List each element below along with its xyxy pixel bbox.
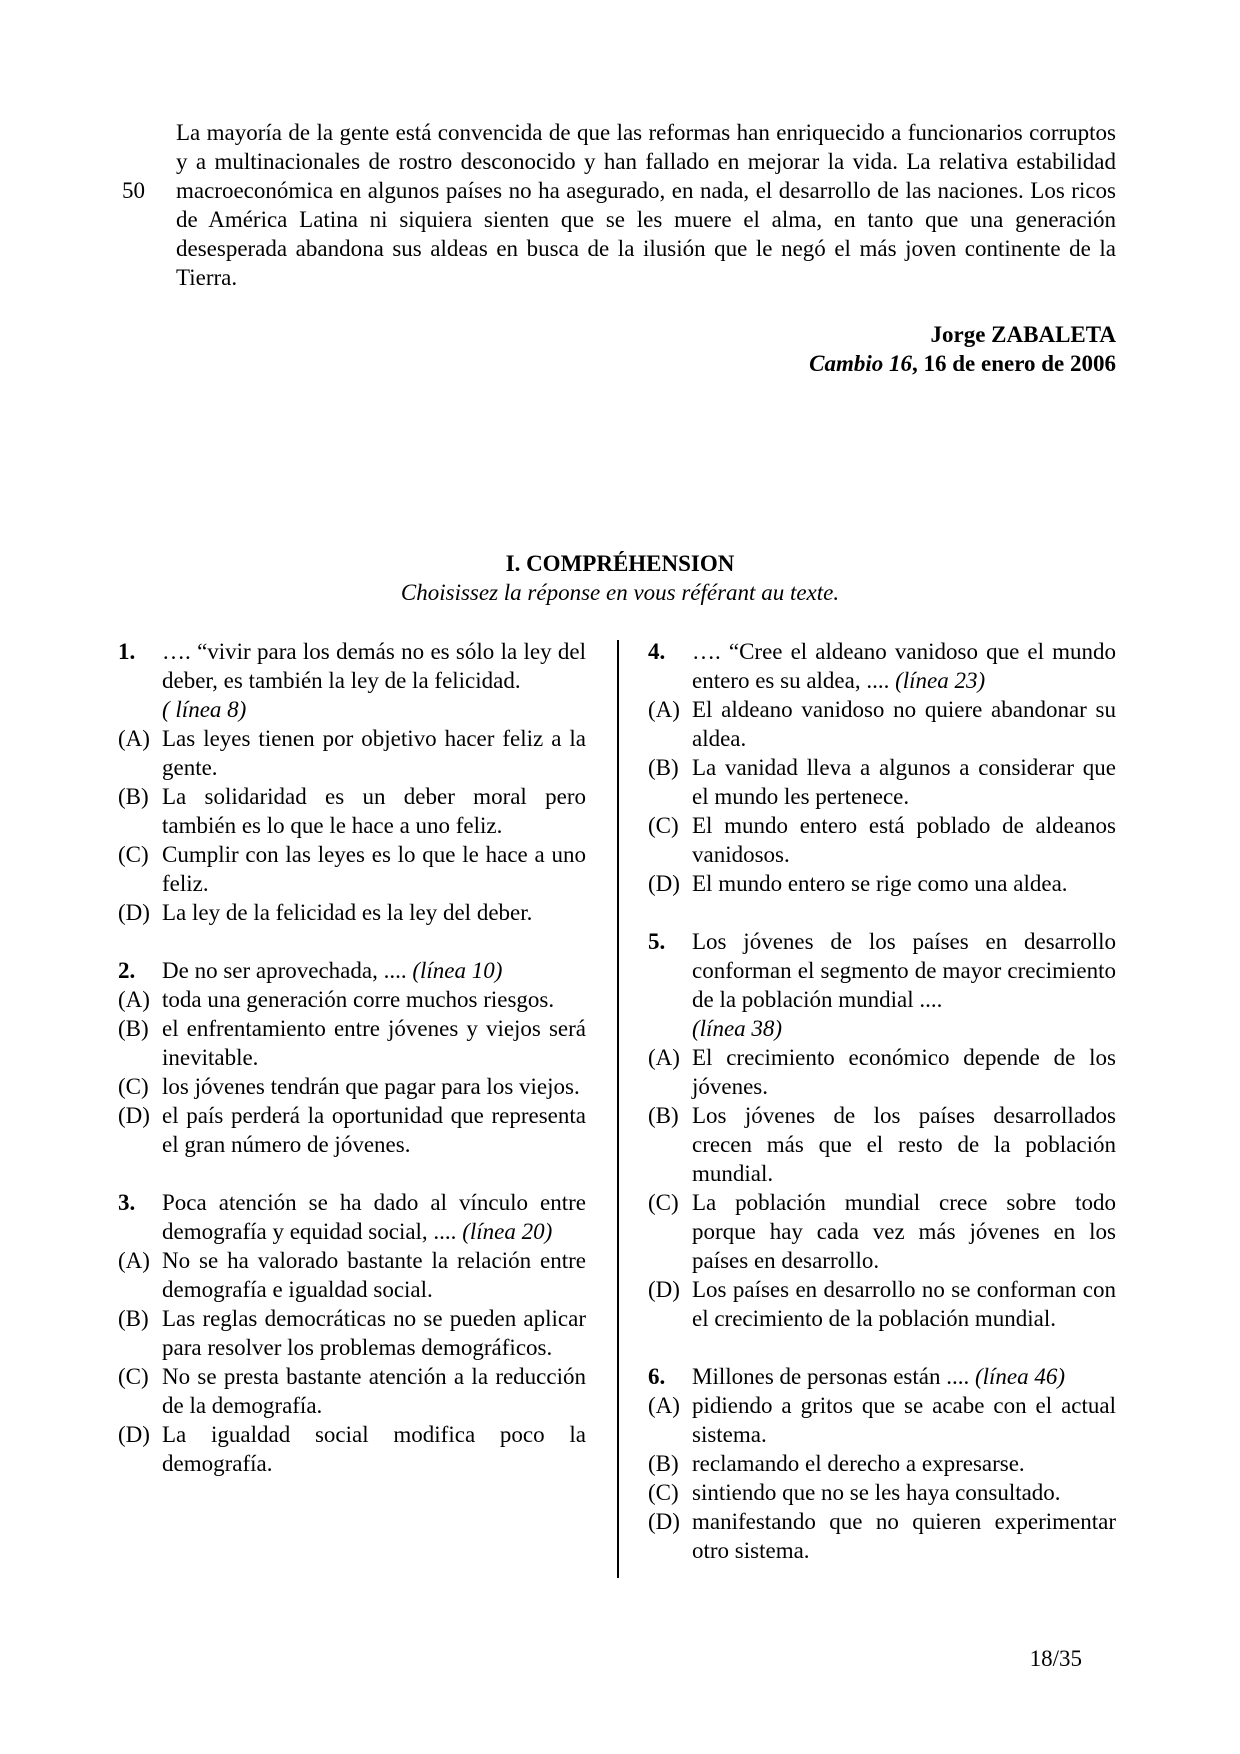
section-title: I. COMPRÉHENSION bbox=[505, 551, 735, 576]
answer-option[interactable] bbox=[118, 1014, 586, 1072]
option-letter: (D) bbox=[118, 1103, 150, 1128]
question-stem: …. “Cree el aldeano vanidoso que el mundo entero es su aldea, .... (línea 23) bbox=[692, 639, 1116, 693]
option-letter: (D) bbox=[648, 1277, 680, 1302]
option-letter: (A) bbox=[648, 1393, 680, 1418]
option-text: Los jóvenes de los países desarrollados crecen más que el resto de la población mundial. bbox=[692, 1103, 1116, 1186]
option-text: el país perderá la oportunidad que representa el gran número de jóvenes. bbox=[162, 1103, 586, 1157]
answer-option[interactable] bbox=[118, 898, 586, 927]
answer-option[interactable] bbox=[118, 1101, 586, 1159]
option-text: pidiendo a gritos que se acabe con el actual sistema. bbox=[692, 1393, 1116, 1447]
option-text: El crecimiento económico depende de los jóvenes. bbox=[692, 1045, 1116, 1099]
option-letter: (C) bbox=[648, 1480, 679, 1505]
option-text: Las leyes tienen por objetivo hacer feliz a la gente. bbox=[162, 726, 586, 780]
questions-column-right bbox=[648, 637, 1116, 1594]
answer-option[interactable] bbox=[648, 695, 1116, 753]
answer-option[interactable] bbox=[118, 782, 586, 840]
question-number: 4. bbox=[648, 639, 666, 664]
question-stem: Millones de personas están .... (línea 46) bbox=[692, 1364, 1066, 1389]
line-reference: (línea 10) bbox=[412, 958, 503, 983]
answer-option[interactable] bbox=[118, 1420, 586, 1478]
question-stem-row bbox=[118, 637, 586, 724]
question-stem-row bbox=[648, 1362, 1116, 1391]
option-text: el enfrentamiento entre jóvenes y viejos será inevitable. bbox=[162, 1016, 586, 1070]
option-text: El mundo entero se rige como una aldea. bbox=[692, 871, 1068, 896]
option-letter: (B) bbox=[118, 1306, 149, 1331]
option-letter: (C) bbox=[118, 1074, 149, 1099]
question-stem-row bbox=[118, 956, 586, 985]
signature bbox=[809, 320, 1116, 378]
question-stem: Los jóvenes de los países en desarrollo conforman el segmento de mayor crecimiento de la población mundial .... (línea 38) bbox=[692, 929, 1116, 1041]
option-text: toda una generación corre muchos riesgos. bbox=[162, 987, 555, 1012]
option-text: reclamando el derecho a expresarse. bbox=[692, 1451, 1025, 1476]
option-text: La vanidad lleva a algunos a considerar que el mundo les pertenece. bbox=[692, 755, 1116, 809]
line-reference: (línea 38) bbox=[692, 1016, 783, 1041]
answer-option[interactable] bbox=[648, 1391, 1116, 1449]
question-stem: De no ser aprovechada, .... (línea 10) bbox=[162, 958, 503, 983]
option-letter: (A) bbox=[118, 987, 150, 1012]
option-letter: (B) bbox=[648, 755, 679, 780]
question-6 bbox=[648, 1362, 1116, 1565]
option-letter: (A) bbox=[118, 726, 150, 751]
option-text: Las reglas democráticas no se pueden aplicar para resolver los problemas demográficos. bbox=[162, 1306, 586, 1360]
answer-option[interactable] bbox=[648, 869, 1116, 898]
answer-option[interactable] bbox=[118, 724, 586, 782]
passage-text: La mayoría de la gente está convencida de que las reformas han enriquecido a funcionarios corruptos y a multinacionales de rostro desconocido y han fallado en mejorar la vida. La relativa estabilidad macroeconómica en algunos países no ha asegurado, en nada, el desarrollo de las naciones. Los ricos de América Latina ni siquiera sienten que se les muere el alma, en tanto que una generación desesperada abandona sus aldeas en busca de la ilusión que le negó el más joven continente de la Tierra. bbox=[176, 120, 1116, 290]
option-letter: (C) bbox=[648, 813, 679, 838]
answer-option[interactable] bbox=[648, 1275, 1116, 1333]
answer-option[interactable] bbox=[648, 1043, 1116, 1101]
answer-option[interactable] bbox=[648, 1478, 1116, 1507]
answer-option[interactable] bbox=[118, 1362, 586, 1420]
option-text: los jóvenes tendrán que pagar para los viejos. bbox=[162, 1074, 580, 1099]
question-1 bbox=[118, 637, 586, 927]
option-text: La solidaridad es un deber moral pero también es lo que le hace a uno feliz. bbox=[162, 784, 586, 838]
section-instructions: Choisissez la réponse en vous référant au texte. bbox=[400, 580, 840, 605]
option-letter: (A) bbox=[648, 1045, 680, 1070]
line-reference: ( línea 8) bbox=[162, 697, 247, 722]
option-letter: (B) bbox=[118, 784, 149, 809]
page-number: 18/35 bbox=[1029, 1646, 1082, 1671]
option-text: Cumplir con las leyes es lo que le hace a uno feliz. bbox=[162, 842, 586, 896]
option-letter: (D) bbox=[118, 1422, 150, 1447]
question-stem-row bbox=[118, 1188, 586, 1246]
answer-option[interactable] bbox=[118, 1072, 586, 1101]
publication-date: , 16 de enero de 2006 bbox=[911, 351, 1116, 376]
option-letter: (B) bbox=[118, 1016, 149, 1041]
option-letter: (C) bbox=[118, 842, 149, 867]
option-text: La ley de la felicidad es la ley del deber. bbox=[162, 900, 533, 925]
question-number: 5. bbox=[648, 929, 666, 954]
option-text: manifestando que no quieren experimentar otro sistema. bbox=[692, 1509, 1116, 1563]
question-stem-row bbox=[648, 637, 1116, 695]
option-letter: (B) bbox=[648, 1451, 679, 1476]
option-letter: (C) bbox=[648, 1190, 679, 1215]
question-stem: Poca atención se ha dado al vínculo entre demografía y equidad social, .... (línea 20) bbox=[162, 1190, 586, 1244]
question-number: 6. bbox=[648, 1364, 666, 1389]
option-text: El aldeano vanidoso no quiere abandonar su aldea. bbox=[692, 697, 1116, 751]
answer-option[interactable] bbox=[118, 1246, 586, 1304]
publication-name: Cambio 16 bbox=[809, 351, 912, 376]
answer-option[interactable] bbox=[648, 1188, 1116, 1275]
answer-option[interactable] bbox=[648, 753, 1116, 811]
answer-option[interactable] bbox=[118, 840, 586, 898]
option-text: Los países en desarrollo no se conforman con el crecimiento de la población mundial. bbox=[692, 1277, 1116, 1331]
question-number: 3. bbox=[118, 1190, 136, 1215]
option-text: El mundo entero está poblado de aldeanos vanidosos. bbox=[692, 813, 1116, 867]
option-letter: (B) bbox=[648, 1103, 679, 1128]
column-divider bbox=[617, 640, 619, 1578]
option-letter: (C) bbox=[118, 1364, 149, 1389]
answer-option[interactable] bbox=[118, 985, 586, 1014]
option-letter: (A) bbox=[118, 1248, 150, 1273]
line-reference: (línea 20) bbox=[462, 1219, 553, 1244]
option-text: La igualdad social modifica poco la demografía. bbox=[162, 1422, 586, 1476]
option-letter: (A) bbox=[648, 697, 680, 722]
line-reference: (línea 46) bbox=[974, 1364, 1066, 1389]
question-stem: …. “vivir para los demás no es sólo la ley del deber, es también la ley de la felicidad. ( línea 8) bbox=[162, 639, 586, 722]
questions-column-left bbox=[118, 637, 586, 1507]
option-text: No se ha valorado bastante la relación entre demografía e igualdad social. bbox=[162, 1248, 586, 1302]
question-4 bbox=[648, 637, 1116, 898]
question-number: 2. bbox=[118, 958, 136, 983]
option-letter: (D) bbox=[648, 1509, 680, 1534]
option-text: La población mundial crece sobre todo porque hay cada vez más jóvenes en los países en desarrollo. bbox=[692, 1190, 1116, 1273]
question-5 bbox=[648, 927, 1116, 1333]
answer-option[interactable] bbox=[648, 1507, 1116, 1565]
question-number: 1. bbox=[118, 639, 136, 664]
option-letter: (D) bbox=[118, 900, 150, 925]
passage-line-number: 50 bbox=[122, 178, 145, 203]
question-3 bbox=[118, 1188, 586, 1478]
answer-option[interactable] bbox=[648, 811, 1116, 869]
question-2 bbox=[118, 956, 586, 1159]
answer-option[interactable] bbox=[118, 1304, 586, 1362]
author-name: Jorge ZABALETA bbox=[930, 322, 1116, 347]
answer-option[interactable] bbox=[648, 1449, 1116, 1478]
option-text: No se presta bastante atención a la reducción de la demografía. bbox=[162, 1364, 586, 1418]
line-reference: (línea 23) bbox=[895, 668, 986, 693]
source-citation bbox=[809, 349, 1116, 378]
answer-option[interactable] bbox=[648, 1101, 1116, 1188]
question-stem-row bbox=[648, 927, 1116, 1043]
option-text: sintiendo que no se les haya consultado. bbox=[692, 1480, 1061, 1505]
option-letter: (D) bbox=[648, 871, 680, 896]
